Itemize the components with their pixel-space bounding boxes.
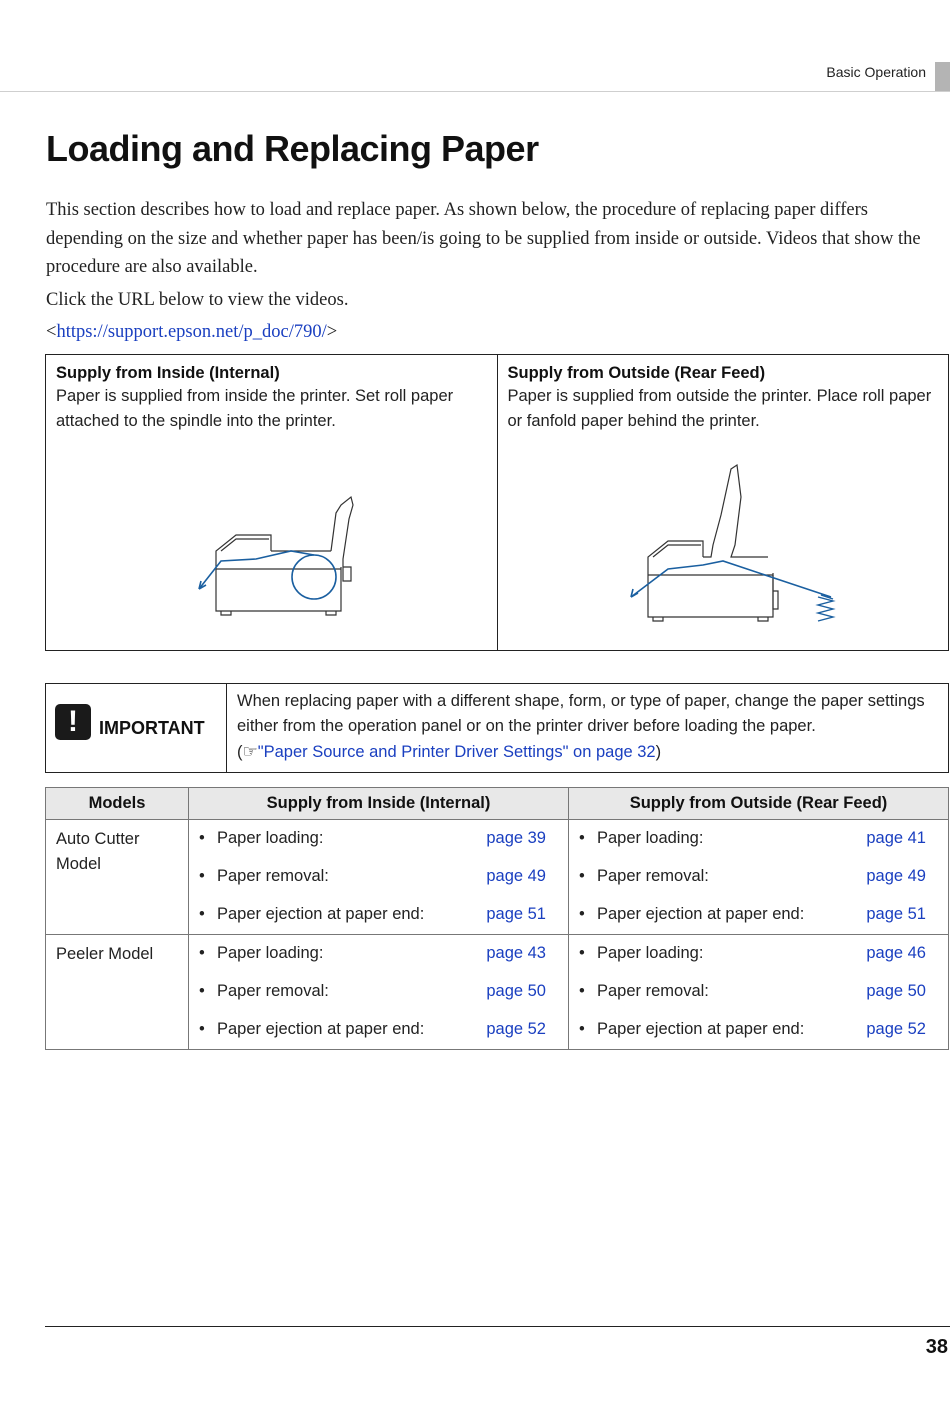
list-item xyxy=(189,935,568,973)
models-reference-table xyxy=(45,787,949,1050)
page-link[interactable]: page 39 xyxy=(486,829,546,847)
page-link[interactable]: page 51 xyxy=(866,905,926,923)
bullet: • xyxy=(199,867,205,885)
bullet: • xyxy=(199,944,205,962)
list-item xyxy=(569,896,948,934)
item-label: Paper removal: xyxy=(597,982,709,1000)
supply-outside-description: Paper is supplied from outside the printer. Place roll paper or fanfold paper behind the printer. xyxy=(507,387,932,430)
supply-inside-description: Paper is supplied from inside the printer. Set roll paper attached to the spindle into the printer. xyxy=(56,387,454,430)
important-note xyxy=(45,683,949,773)
exclamation-icon: ! xyxy=(55,704,91,740)
page-link[interactable]: page 46 xyxy=(866,944,926,962)
header-supply-inside: Supply from Inside (Internal) xyxy=(189,788,569,820)
list-item xyxy=(189,973,568,1011)
printer-internal-feed-illustration xyxy=(191,489,381,619)
item-label: Paper ejection at paper end: xyxy=(597,905,805,923)
url-bracket-open: < xyxy=(46,322,57,342)
printer-rear-feed-illustration xyxy=(623,461,843,626)
driver-settings-link[interactable]: "Paper Source and Printer Driver Settings" on page 32 xyxy=(257,743,656,761)
page-link[interactable]: page 41 xyxy=(866,829,926,847)
bullet: • xyxy=(579,944,585,962)
list-item xyxy=(189,858,568,896)
intro-section xyxy=(46,196,938,351)
table-row xyxy=(46,935,949,1050)
important-label: IMPORTANT xyxy=(99,717,205,738)
supply-outside-title: Supply from Outside (Rear Feed) xyxy=(507,364,766,382)
inside-links-cell xyxy=(189,820,569,935)
paren-open: ( xyxy=(237,743,243,761)
important-text: When replacing paper with a different shape, form, or type of paper, change the paper settings either from the operation panel or on the printer driver before loading the paper. xyxy=(237,692,925,735)
table-row xyxy=(46,820,949,935)
item-label: Paper removal: xyxy=(217,982,329,1000)
page-link[interactable]: page 50 xyxy=(486,982,546,1000)
item-label: Paper removal: xyxy=(217,867,329,885)
bullet: • xyxy=(579,905,585,923)
model-name: Peeler Model xyxy=(46,935,189,1050)
item-label: Paper loading: xyxy=(597,829,704,847)
page-link[interactable]: page 49 xyxy=(486,867,546,885)
supply-outside-cell xyxy=(497,355,949,650)
running-header: Basic Operation xyxy=(826,64,926,80)
bullet: • xyxy=(579,867,585,885)
header-rule xyxy=(0,91,950,92)
list-item xyxy=(569,935,948,973)
page-link[interactable]: page 49 xyxy=(866,867,926,885)
bullet: • xyxy=(579,982,585,1000)
pointing-hand-icon: ☞ xyxy=(242,742,258,761)
page-link[interactable]: page 50 xyxy=(866,982,926,1000)
table-header-row xyxy=(46,788,949,820)
video-url-line xyxy=(46,318,938,347)
list-item xyxy=(569,858,948,896)
page-link[interactable]: page 52 xyxy=(866,1020,926,1038)
outside-links-cell xyxy=(569,935,949,1050)
page-link[interactable]: page 51 xyxy=(486,905,546,923)
page-number: 38 xyxy=(925,1336,948,1358)
page-link[interactable]: page 43 xyxy=(486,944,546,962)
bullet: • xyxy=(579,1020,585,1038)
header-models: Models xyxy=(46,788,189,820)
supply-comparison-table xyxy=(45,354,949,651)
important-label-cell xyxy=(46,684,227,772)
footer-rule xyxy=(45,1326,950,1327)
item-label: Paper ejection at paper end: xyxy=(597,1020,805,1038)
item-label: Paper removal: xyxy=(597,867,709,885)
inside-links-cell xyxy=(189,935,569,1050)
item-label: Paper loading: xyxy=(217,829,324,847)
paren-close: ) xyxy=(655,743,662,761)
outside-links-cell xyxy=(569,820,949,935)
item-label: Paper ejection at paper end: xyxy=(217,1020,425,1038)
important-text-cell xyxy=(227,684,948,772)
supply-inside-title: Supply from Inside (Internal) xyxy=(56,364,280,382)
bullet: • xyxy=(199,982,205,1000)
model-name: Auto Cutter Model xyxy=(46,820,189,935)
intro-paragraph: This section describes how to load and replace paper. As shown below, the procedure of replacing paper differs depending on the size and whether paper has been/is going to be supplied from inside or outside. Videos that show the procedure are also available. xyxy=(46,200,921,277)
page-title: Loading and Replacing Paper xyxy=(46,128,539,169)
list-item xyxy=(569,973,948,1011)
header-supply-outside: Supply from Outside (Rear Feed) xyxy=(569,788,949,820)
url-bracket-close: > xyxy=(326,322,338,342)
item-label: Paper loading: xyxy=(217,944,324,962)
header-tab-marker xyxy=(935,62,950,91)
bullet: • xyxy=(579,829,585,847)
list-item xyxy=(569,820,948,858)
list-item xyxy=(569,1011,948,1049)
video-url-link[interactable]: https://support.epson.net/p_doc/790/ xyxy=(56,322,327,342)
page-link[interactable]: page 52 xyxy=(486,1020,546,1038)
list-item xyxy=(189,896,568,934)
bullet: • xyxy=(199,905,205,923)
bullet: • xyxy=(199,829,205,847)
item-label: Paper ejection at paper end: xyxy=(217,905,425,923)
bullet: • xyxy=(199,1020,205,1038)
item-label: Paper loading: xyxy=(597,944,704,962)
supply-inside-cell xyxy=(46,355,497,650)
list-item xyxy=(189,1011,568,1049)
list-item xyxy=(189,820,568,858)
video-instruction: Click the URL below to view the videos. xyxy=(46,289,349,310)
